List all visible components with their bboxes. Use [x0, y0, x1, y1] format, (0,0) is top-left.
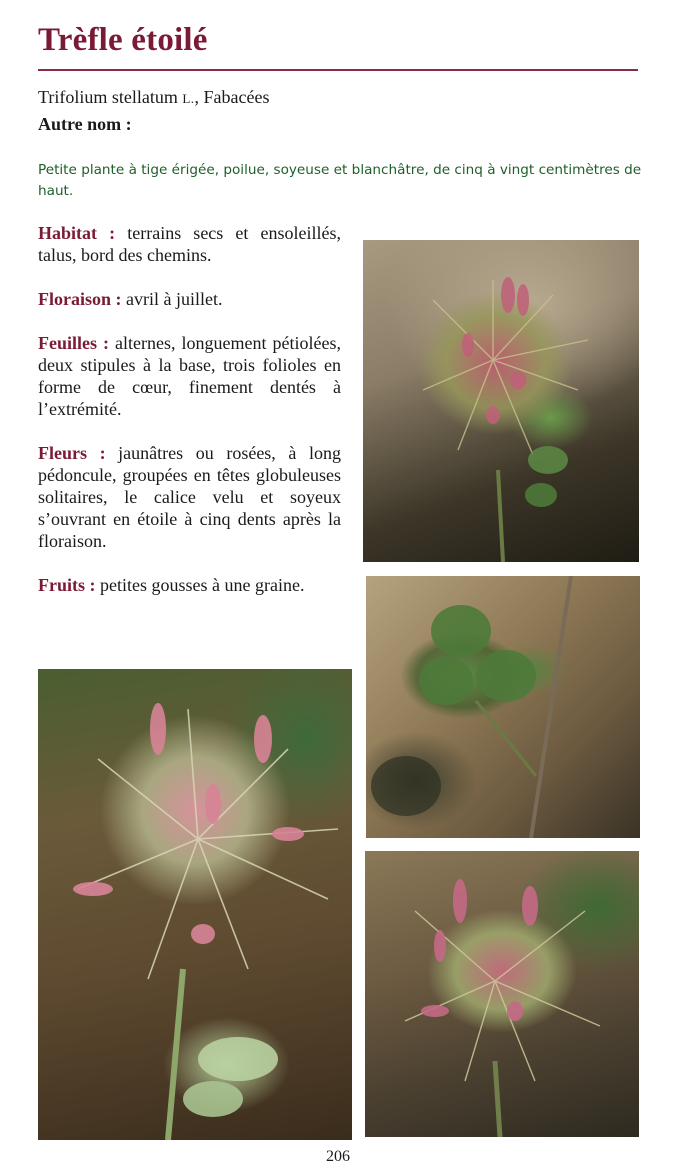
leaf-illustration — [366, 576, 640, 838]
page-title: Trèfle étoilé — [38, 22, 208, 58]
scientific-name-line — [38, 87, 270, 108]
section-label: Fleurs : — [38, 443, 106, 463]
flower-profile-illustration — [365, 851, 639, 1137]
flower-spikes-illustration — [363, 240, 639, 562]
section-text: terrains secs et ensoleillés, talus, bord des chemins. — [38, 223, 341, 265]
section-label: Habitat : — [38, 223, 116, 243]
title-divider — [38, 69, 638, 71]
plant-description: Petite plante à tige érigée, poilue, soyeuse et blanchâtre, de cinq à vingt centimètres de haut. — [38, 162, 642, 199]
section-label: Floraison : — [38, 289, 122, 309]
section-text: avril à juillet. — [121, 289, 223, 309]
section-fruits — [38, 574, 341, 596]
section-floraison — [38, 288, 341, 310]
section-label: Feuilles : — [38, 333, 110, 353]
other-name-label: Autre nom : — [38, 114, 132, 134]
photo-trefoil-leaf — [366, 576, 640, 838]
photo-flower-head-profile — [365, 851, 639, 1137]
section-feuilles — [38, 332, 341, 420]
flower-closeup-illustration — [38, 669, 352, 1140]
family-name: , Fabacées — [194, 87, 270, 107]
section-fleurs — [38, 442, 341, 552]
section-habitat — [38, 222, 341, 266]
photo-flower-head-on-rock — [363, 240, 639, 562]
section-text: petites gousses à une graine. — [95, 575, 305, 595]
photo-flower-head-closeup — [38, 669, 352, 1140]
latin-name: Trifolium stellatum — [38, 87, 178, 107]
section-text: alternes, longuement pétiolées, deux stipules à la base, trois folioles en forme de cœur, finement dentés à l’extrémité. — [38, 333, 341, 419]
section-text: jaunâtres ou rosées, à long pédoncule, groupées en têtes globuleuses solitaires, le calice velu et soyeux s’ouvrant en étoile à cinq dents après la floraison. — [38, 443, 341, 551]
section-label: Fruits : — [38, 575, 96, 595]
page-number: 206 — [326, 1148, 350, 1165]
latin-author: L. — [182, 91, 195, 106]
characteristics-column — [38, 222, 341, 618]
